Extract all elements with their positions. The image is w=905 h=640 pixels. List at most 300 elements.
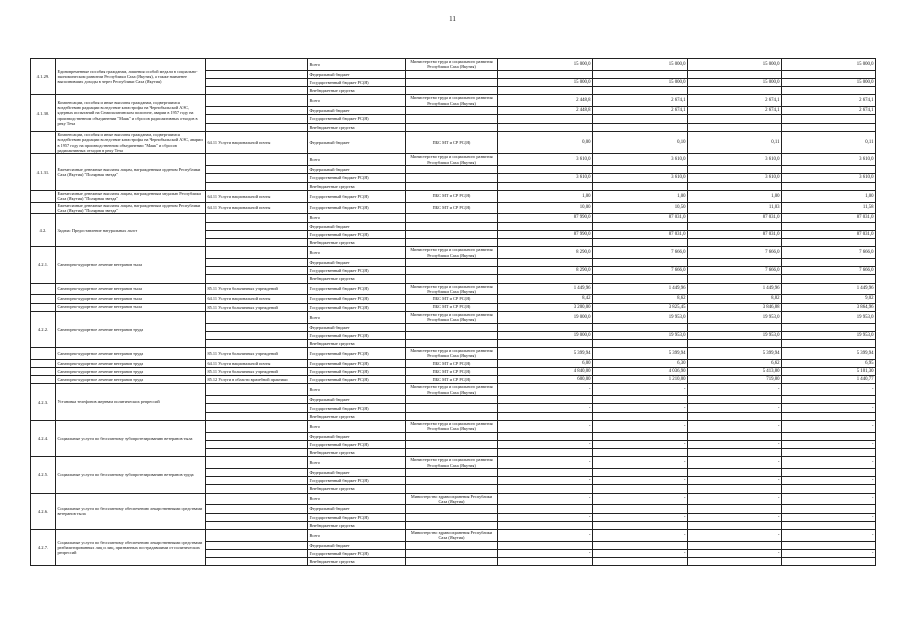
table-row <box>31 384 876 396</box>
amount-year-2: 0,10 <box>593 131 688 154</box>
amount-year-3: 2 674,1 <box>688 95 782 107</box>
item-code: 4.2.7. <box>31 529 56 565</box>
funding-source: Внебюджетные средства <box>308 558 406 566</box>
funding-source: Государственный бюджет РС(Я) <box>308 368 406 376</box>
responsible-executor <box>406 123 498 131</box>
service-type <box>206 311 308 323</box>
amount-year-1: 87 990,0 <box>498 230 593 238</box>
amount-year-2 <box>593 166 688 174</box>
amount-year-1: - <box>498 513 593 521</box>
service-type <box>206 174 308 182</box>
service-type <box>206 529 308 541</box>
item-code <box>31 283 56 295</box>
amount-year-2: - <box>593 440 688 448</box>
item-name: Санаторно-курортное лечение ветеранов труда <box>56 359 206 367</box>
amount-year-4: - <box>782 440 876 448</box>
amount-year-4: 87 031,0 <box>782 214 876 222</box>
funding-source: Государственный бюджет РС(Я) <box>308 359 406 367</box>
amount-year-1: 3 610,0 <box>498 154 593 166</box>
funding-source: Внебюджетные средства <box>308 123 406 131</box>
amount-year-4: 2 674,1 <box>782 95 876 107</box>
amount-year-4 <box>782 166 876 174</box>
table-row <box>31 368 876 376</box>
amount-year-4: 11,58 <box>782 202 876 214</box>
amount-year-4: 2 674,1 <box>782 107 876 115</box>
funding-source: Государственный бюджет РС(Я) <box>308 283 406 295</box>
service-type: 64.11 Услуги национальной почты <box>206 131 308 154</box>
amount-year-3: 19 953,0 <box>688 331 782 339</box>
responsible-executor <box>406 412 498 420</box>
amount-year-2: 1,00 <box>593 190 688 202</box>
item-code <box>31 202 56 214</box>
amount-year-1 <box>498 558 593 566</box>
amount-year-2: 7 666,0 <box>593 247 688 259</box>
amount-year-2 <box>593 339 688 347</box>
service-type: 64.11 Услуги национальной почты <box>206 190 308 202</box>
table-row <box>31 303 876 311</box>
amount-year-3: 2 674,1 <box>688 107 782 115</box>
page-number: 11 <box>449 15 456 23</box>
amount-year-3: 0,11 <box>688 131 782 154</box>
responsible-executor <box>406 549 498 557</box>
funding-source: Внебюджетные средства <box>308 238 406 246</box>
funding-source: Государственный бюджет РС(Я) <box>308 115 406 123</box>
amount-year-4: - <box>782 513 876 521</box>
amount-year-1 <box>498 469 593 477</box>
amount-year-1: 0,00 <box>498 131 593 154</box>
service-type <box>206 449 308 457</box>
service-type: 85.11 Услуги больничных учреждений <box>206 368 308 376</box>
amount-year-3: 15 000,0 <box>688 79 782 87</box>
funding-source: Внебюджетные средства <box>308 485 406 493</box>
amount-year-4: 0,11 <box>782 131 876 154</box>
service-type <box>206 182 308 190</box>
amount-year-2: 1 210,00 <box>593 376 688 384</box>
amount-year-3: - <box>688 457 782 469</box>
amount-year-3: 3 846,88 <box>688 303 782 311</box>
item-name: Санаторно-курортное лечение ветеранов труда <box>56 368 206 376</box>
amount-year-2: 1 449,96 <box>593 283 688 295</box>
amount-year-2: 3 825,45 <box>593 303 688 311</box>
amount-year-4: 1 449,96 <box>782 283 876 295</box>
service-type <box>206 331 308 339</box>
item-name: Санаторно-курортное лечение ветеранов труда <box>56 348 206 360</box>
service-type: 85.11 Услуги больничных учреждений <box>206 283 308 295</box>
amount-year-4 <box>782 275 876 283</box>
funding-source: Всего <box>308 214 406 222</box>
item-code: 4.2.2. <box>31 311 56 347</box>
amount-year-4: 87 031,0 <box>782 230 876 238</box>
item-name: Задача: Предоставление натуральных льгот <box>56 214 206 247</box>
service-type <box>206 505 308 513</box>
responsible-executor: Министерство труда и социального развития Республики Саха (Якутия) <box>406 457 498 469</box>
amount-year-3 <box>688 339 782 347</box>
service-type <box>206 214 308 222</box>
responsible-executor: Министерство труда и социального развития Республики Саха (Якутия) <box>406 154 498 166</box>
service-type <box>206 323 308 331</box>
funding-source: Всего <box>308 420 406 432</box>
funding-source: Федеральный бюджет <box>308 541 406 549</box>
amount-year-1 <box>498 222 593 230</box>
amount-year-2 <box>593 70 688 78</box>
funding-source: Государственный бюджет РС(Я) <box>308 477 406 485</box>
table-row <box>31 376 876 384</box>
amount-year-1: - <box>498 420 593 432</box>
amount-year-4 <box>782 123 876 131</box>
amount-year-3 <box>688 449 782 457</box>
amount-year-1: - <box>498 477 593 485</box>
item-name: Ежемесячные денежные выплаты лицам, награжденным орденом Республики Саха (Якутия) "Полярная звезда" <box>56 154 206 190</box>
service-type <box>206 457 308 469</box>
amount-year-3: - <box>688 477 782 485</box>
service-type <box>206 558 308 566</box>
responsible-executor: Министерство труда и социального развития Республики Саха (Якутия) <box>406 95 498 107</box>
amount-year-3: - <box>688 493 782 505</box>
item-code <box>31 368 56 376</box>
item-name: Установка телефонов жертвам политических репрессий <box>56 384 206 420</box>
funding-source: Всего <box>308 457 406 469</box>
responsible-executor <box>406 267 498 275</box>
amount-year-2 <box>593 323 688 331</box>
funding-source: Государственный бюджет РС(Я) <box>308 267 406 275</box>
amount-year-1: 8,42 <box>498 295 593 303</box>
amount-year-3 <box>688 485 782 493</box>
amount-year-1: 1 449,96 <box>498 283 593 295</box>
funding-source: Государственный бюджет РС(Я) <box>308 331 406 339</box>
amount-year-2: 15 000,0 <box>593 59 688 71</box>
amount-year-1 <box>498 396 593 404</box>
item-code: 4.1.30. <box>31 95 56 131</box>
responsible-executor <box>406 440 498 448</box>
responsible-executor <box>406 432 498 440</box>
funding-source: Внебюджетные средства <box>308 412 406 420</box>
responsible-executor <box>406 323 498 331</box>
funding-source: Государственный бюджет РС(Я) <box>308 230 406 238</box>
amount-year-3: - <box>688 549 782 557</box>
amount-year-3: 19 953,0 <box>688 311 782 323</box>
responsible-executor <box>406 477 498 485</box>
table-row <box>31 214 876 222</box>
amount-year-3: - <box>688 404 782 412</box>
amount-year-1: - <box>498 440 593 448</box>
funding-source: Федеральный бюджет <box>308 258 406 266</box>
amount-year-2 <box>593 87 688 95</box>
amount-year-4: 19 953,0 <box>782 311 876 323</box>
amount-year-1 <box>498 70 593 78</box>
amount-year-4 <box>782 238 876 246</box>
service-type <box>206 420 308 432</box>
responsible-executor <box>406 541 498 549</box>
item-name: Единовременные пособия гражданам, лишения особой медали в социально-экономическом развитии Республики Саха (Якутия), а также наименее выполнивших доходы в через Республики Саха (Якутия) <box>56 59 206 95</box>
responsible-executor <box>406 166 498 174</box>
item-code <box>31 295 56 303</box>
amount-year-3 <box>688 258 782 266</box>
item-name: Санаторно-курортное лечение ветеранов тыла <box>56 247 206 283</box>
responsible-executor <box>406 230 498 238</box>
amount-year-2 <box>593 238 688 246</box>
amount-year-1: - <box>498 457 593 469</box>
amount-year-4 <box>782 70 876 78</box>
amount-year-2 <box>593 275 688 283</box>
responsible-executor: Министерство труда и социального развития Республики Саха (Якутия) <box>406 420 498 432</box>
responsible-executor <box>406 339 498 347</box>
amount-year-1 <box>498 339 593 347</box>
responsible-executor: Министерство здравоохранения Республики Саха (Якутия) <box>406 529 498 541</box>
responsible-executor <box>406 513 498 521</box>
amount-year-3 <box>688 70 782 78</box>
amount-year-3: 5 413,80 <box>688 368 782 376</box>
amount-year-1 <box>498 275 593 283</box>
table-row <box>31 295 876 303</box>
item-name: Социальные услуги по бесплатному зубопротезированию ветеранов тыла <box>56 420 206 456</box>
funding-source: Государственный бюджет РС(Я) <box>308 174 406 182</box>
item-name: Компенсации, пособия и иные выплаты гражданам, подвергшимся воздействию радиации вследствие катастрофы на Чернобыльской АЭС, аварии в 1957 году на производственном объединении "Маяк" и сбросов радиоактивных отходов в реку Теча <box>56 131 206 154</box>
amount-year-2 <box>593 469 688 477</box>
service-type <box>206 404 308 412</box>
service-type: 85.11 Услуги больничных учреждений <box>206 303 308 311</box>
funding-source: Федеральный бюджет <box>308 222 406 230</box>
amount-year-3: 3 610,0 <box>688 154 782 166</box>
amount-year-2: 3 610,0 <box>593 154 688 166</box>
responsible-executor <box>406 449 498 457</box>
amount-year-2: - <box>593 420 688 432</box>
service-type <box>206 238 308 246</box>
amount-year-1: 3 610,0 <box>498 174 593 182</box>
amount-year-2: 19 953,0 <box>593 331 688 339</box>
amount-year-2: 15 000,0 <box>593 79 688 87</box>
table-row <box>31 283 876 295</box>
responsible-executor: ПБС МТ и СР РС(Я) <box>406 202 498 214</box>
amount-year-2: 5 399,94 <box>593 348 688 360</box>
amount-year-3: 6,62 <box>688 359 782 367</box>
service-type: 85.12 Услуги в области врачебной практики <box>206 376 308 384</box>
service-type <box>206 154 308 166</box>
amount-year-3: 8,82 <box>688 295 782 303</box>
item-code <box>31 190 56 202</box>
item-code: 4.2.4. <box>31 420 56 456</box>
amount-year-3: 87 031,0 <box>688 214 782 222</box>
responsible-executor: Министерство труда и социального развития Республики Саха (Якутия) <box>406 384 498 396</box>
table-row <box>31 247 876 259</box>
amount-year-4: 15 000,0 <box>782 79 876 87</box>
amount-year-1 <box>498 238 593 246</box>
service-type <box>206 477 308 485</box>
amount-year-3 <box>688 323 782 331</box>
funding-source: Государственный бюджет РС(Я) <box>308 348 406 360</box>
amount-year-4: 5 399,94 <box>782 348 876 360</box>
item-code <box>31 359 56 367</box>
funding-source: Государственный бюджет РС(Я) <box>308 440 406 448</box>
table-row <box>31 529 876 541</box>
amount-year-3 <box>688 166 782 174</box>
amount-year-2: 3 610,0 <box>593 174 688 182</box>
amount-year-1: 3 200,00 <box>498 303 593 311</box>
responsible-executor <box>406 331 498 339</box>
amount-year-1: 1,00 <box>498 190 593 202</box>
item-code: 4.2.5. <box>31 457 56 493</box>
responsible-executor <box>406 258 498 266</box>
amount-year-1: 6,00 <box>498 359 593 367</box>
item-code: 4.1.29. <box>31 59 56 95</box>
item-code <box>31 131 56 154</box>
funding-source: Внебюджетные средства <box>308 521 406 529</box>
funding-source: Федеральный бюджет <box>308 432 406 440</box>
amount-year-4: - <box>782 549 876 557</box>
amount-year-3 <box>688 469 782 477</box>
amount-year-1 <box>498 323 593 331</box>
responsible-executor: ПБС МТ и СР РС(Я) <box>406 359 498 367</box>
amount-year-2: 19 953,0 <box>593 311 688 323</box>
amount-year-3 <box>688 182 782 190</box>
service-type <box>206 87 308 95</box>
responsible-executor: Министерство здравоохранения Республики Саха (Якутия) <box>406 493 498 505</box>
service-type <box>206 432 308 440</box>
service-type <box>206 275 308 283</box>
item-code: 4.2.1. <box>31 247 56 283</box>
amount-year-4 <box>782 521 876 529</box>
amount-year-2 <box>593 558 688 566</box>
amount-year-3: - <box>688 440 782 448</box>
amount-year-3 <box>688 412 782 420</box>
amount-year-3 <box>688 275 782 283</box>
responsible-executor <box>406 396 498 404</box>
funding-source: Федеральный бюджет <box>308 131 406 154</box>
amount-year-2: 87 031,0 <box>593 214 688 222</box>
amount-year-3 <box>688 222 782 230</box>
amount-year-2: 2 674,1 <box>593 95 688 107</box>
funding-source: Государственный бюджет РС(Я) <box>308 513 406 521</box>
amount-year-3 <box>688 521 782 529</box>
service-type <box>206 79 308 87</box>
responsible-executor: Министерство труда и социального развития Республики Саха (Якутия) <box>406 283 498 295</box>
amount-year-4 <box>782 222 876 230</box>
amount-year-4 <box>782 396 876 404</box>
amount-year-1: 2 448,8 <box>498 95 593 107</box>
amount-year-4: - <box>782 493 876 505</box>
table-row <box>31 359 876 367</box>
responsible-executor <box>406 70 498 78</box>
amount-year-3: - <box>688 513 782 521</box>
amount-year-4: 1 440,77 <box>782 376 876 384</box>
service-type <box>206 258 308 266</box>
amount-year-3: - <box>688 384 782 396</box>
amount-year-4 <box>782 412 876 420</box>
amount-year-2: - <box>593 529 688 541</box>
amount-year-3: 11,03 <box>688 202 782 214</box>
amount-year-1: - <box>498 493 593 505</box>
amount-year-1: - <box>498 529 593 541</box>
table-row <box>31 311 876 323</box>
amount-year-2 <box>593 521 688 529</box>
amount-year-3: 1 449,96 <box>688 283 782 295</box>
amount-year-3: 719,80 <box>688 376 782 384</box>
service-type <box>206 107 308 115</box>
funding-source: Федеральный бюджет <box>308 166 406 174</box>
service-type <box>206 123 308 131</box>
item-name: Социальные услуги по бесплатному обеспечению лекарственными средствами ветеранов тыла <box>56 493 206 529</box>
funding-source: Внебюджетные средства <box>308 87 406 95</box>
responsible-executor <box>406 214 498 222</box>
responsible-executor <box>406 558 498 566</box>
item-name: Ежемесячные денежные выплаты лицам, награжденным медалью Республики Саха (Якутия) "Полярная звезда" <box>56 190 206 202</box>
funding-source: Государственный бюджет РС(Я) <box>308 404 406 412</box>
amount-year-4 <box>782 87 876 95</box>
item-name: Санаторно-курортное лечение ветеранов тыла <box>56 295 206 303</box>
amount-year-1 <box>498 258 593 266</box>
amount-year-3 <box>688 87 782 95</box>
item-name: Социальные услуги по бесплатному зубопротезированию ветеранов труда <box>56 457 206 493</box>
amount-year-1: 10,00 <box>498 202 593 214</box>
amount-year-4 <box>782 115 876 123</box>
funding-source: Государственный бюджет РС(Я) <box>308 549 406 557</box>
item-name: Ежемесячные денежные выплаты лицам, награжденным орденом Республики Саха (Якутия) "Полярная звезда" <box>56 202 206 214</box>
amount-year-1 <box>498 412 593 420</box>
amount-year-2 <box>593 432 688 440</box>
responsible-executor <box>406 404 498 412</box>
amount-year-3: 15 000,0 <box>688 59 782 71</box>
amount-year-2: - <box>593 384 688 396</box>
service-type <box>206 485 308 493</box>
funding-source: Внебюджетные средства <box>308 449 406 457</box>
service-type <box>206 70 308 78</box>
amount-year-4: - <box>782 477 876 485</box>
amount-year-4: - <box>782 384 876 396</box>
amount-year-1 <box>498 541 593 549</box>
amount-year-2: - <box>593 549 688 557</box>
amount-year-2: - <box>593 493 688 505</box>
funding-source: Всего <box>308 95 406 107</box>
responsible-executor <box>406 485 498 493</box>
amount-year-4 <box>782 485 876 493</box>
amount-year-1 <box>498 449 593 457</box>
table-row <box>31 457 876 469</box>
responsible-executor <box>406 115 498 123</box>
responsible-executor: ПБС МТ и СР РС(Я) <box>406 131 498 154</box>
amount-year-3 <box>688 396 782 404</box>
amount-year-1: 19 000,0 <box>498 331 593 339</box>
amount-year-1: 600,00 <box>498 376 593 384</box>
amount-year-4: - <box>782 457 876 469</box>
amount-year-1 <box>498 115 593 123</box>
funding-source: Всего <box>308 384 406 396</box>
amount-year-4 <box>782 541 876 549</box>
item-name: Компенсации, пособия и иные выплаты гражданам, подвергшимся воздействию радиации вследствие катастрофы на Чернобыльской АЭС, ядерных испытаний на Семипалатинском полигоне, аварии в 1957 году на производственном объединении "Маяк" и сбросов радиоактивных отходов в реку Теча <box>56 95 206 131</box>
responsible-executor: ПБС МТ и СР РС(Я) <box>406 368 498 376</box>
funding-source: Государственный бюджет РС(Я) <box>308 376 406 384</box>
service-type <box>206 59 308 71</box>
responsible-executor <box>406 469 498 477</box>
amount-year-1 <box>498 87 593 95</box>
amount-year-4: - <box>782 404 876 412</box>
amount-year-2: - <box>593 513 688 521</box>
amount-year-4 <box>782 258 876 266</box>
amount-year-3: 5 399,94 <box>688 348 782 360</box>
responsible-executor <box>406 521 498 529</box>
amount-year-4: - <box>782 529 876 541</box>
service-type <box>206 549 308 557</box>
amount-year-2 <box>593 123 688 131</box>
table-row <box>31 348 876 360</box>
funding-source: Государственный бюджет РС(Я) <box>308 303 406 311</box>
amount-year-1 <box>498 521 593 529</box>
amount-year-1 <box>498 505 593 513</box>
service-type <box>206 521 308 529</box>
responsible-executor: ПБС МТ и СР РС(Я) <box>406 295 498 303</box>
service-type <box>206 412 308 420</box>
table-row <box>31 59 876 71</box>
service-type <box>206 384 308 396</box>
amount-year-1 <box>498 166 593 174</box>
